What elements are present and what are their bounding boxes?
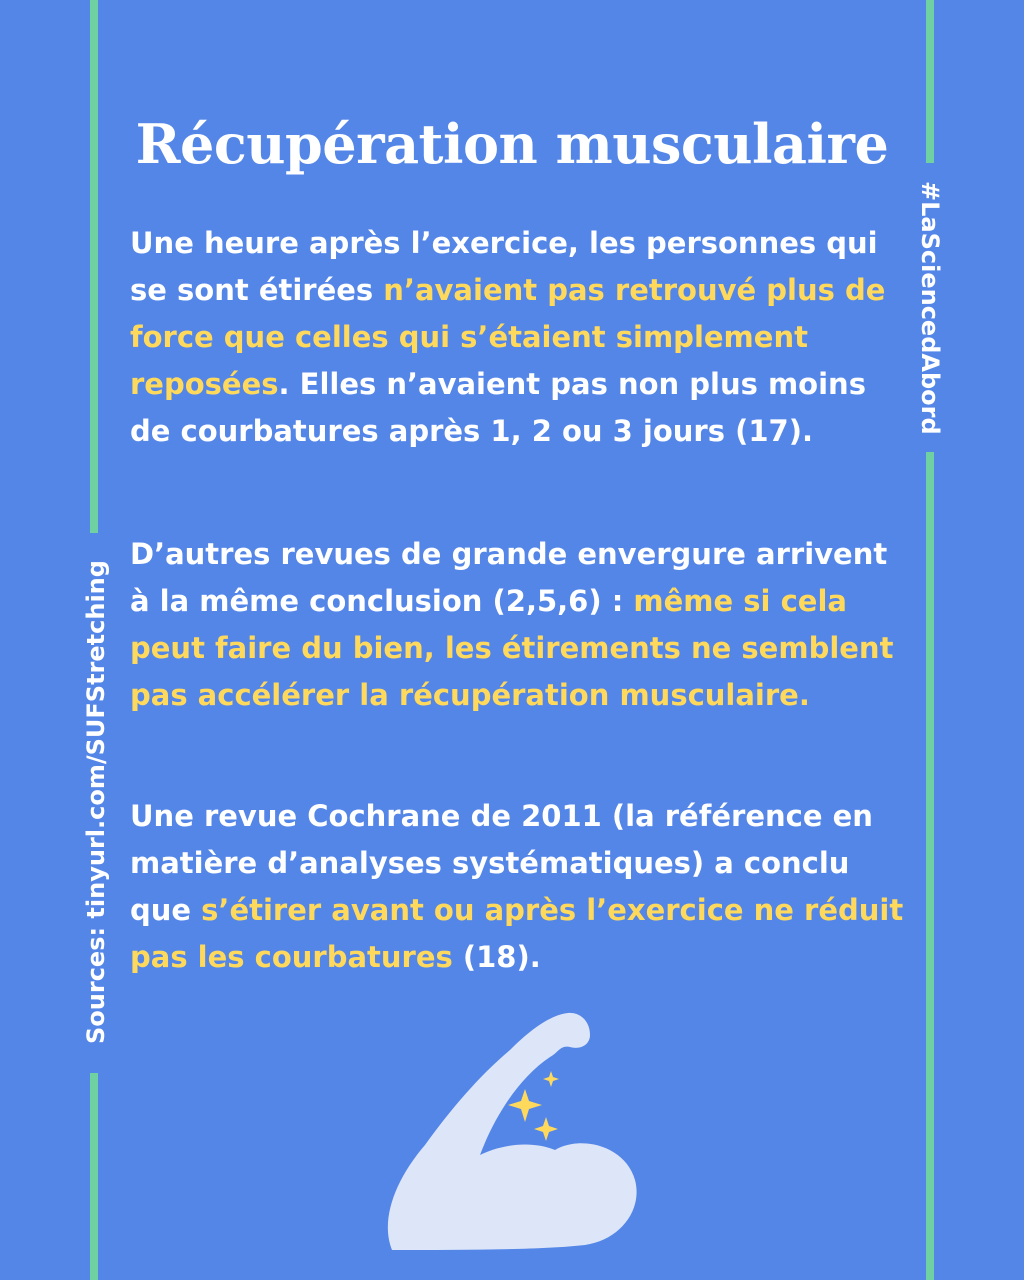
left-border-line-top: [90, 0, 98, 533]
sources-link[interactable]: Sources: tinyurl.com/SUFStretching: [82, 560, 110, 1045]
paragraph-2: [130, 531, 910, 719]
right-border-line-bottom: [926, 452, 934, 1280]
sources-label: [76, 560, 116, 1045]
paragraph-2-highlight: même si cela peut faire du bien, les étirements ne semblent pas accélérer la récupération musculaire.: [130, 584, 894, 712]
flexed-arm-shape: [388, 1013, 637, 1250]
paragraph-1-highlight: n’avaient pas retrouvé plus de force que celles qui s’étaient simplement reposées: [130, 273, 886, 401]
sparkle-small: [543, 1071, 559, 1087]
left-border-line-bottom: [90, 1073, 98, 1280]
paragraph-3: [130, 793, 910, 981]
sparkle-large: [508, 1089, 542, 1122]
flexed-arm-sparkles-icon: [380, 1005, 650, 1250]
paragraph-1-text-end: . Elles n’avaient pas non plus moins de courbatures après 1, 2 ou 3 jours (17).: [130, 367, 866, 448]
paragraph-3-text: Une revue Cochrane de 2011 (la référence en matière d’analyses systématiques) a conclu que: [130, 799, 873, 927]
hashtag-label: [910, 180, 950, 435]
paragraph-1-text: Une heure après l’exercice, les personnes qui se sont étirées: [130, 226, 878, 307]
paragraph-1: [130, 220, 910, 455]
hashtag-text: #LaSciencedAbord: [916, 180, 944, 435]
sparkle-medium: [534, 1117, 558, 1141]
paragraph-3-highlight: s’étirer avant ou après l’exercice ne réduit pas les courbatures: [130, 893, 904, 974]
paragraph-2-text: D’autres revues de grande envergure arrivent à la même conclusion (2,5,6) :: [130, 537, 888, 618]
page-title: Récupération musculaire: [135, 112, 889, 176]
paragraph-3-text-end: (18).: [452, 940, 541, 974]
